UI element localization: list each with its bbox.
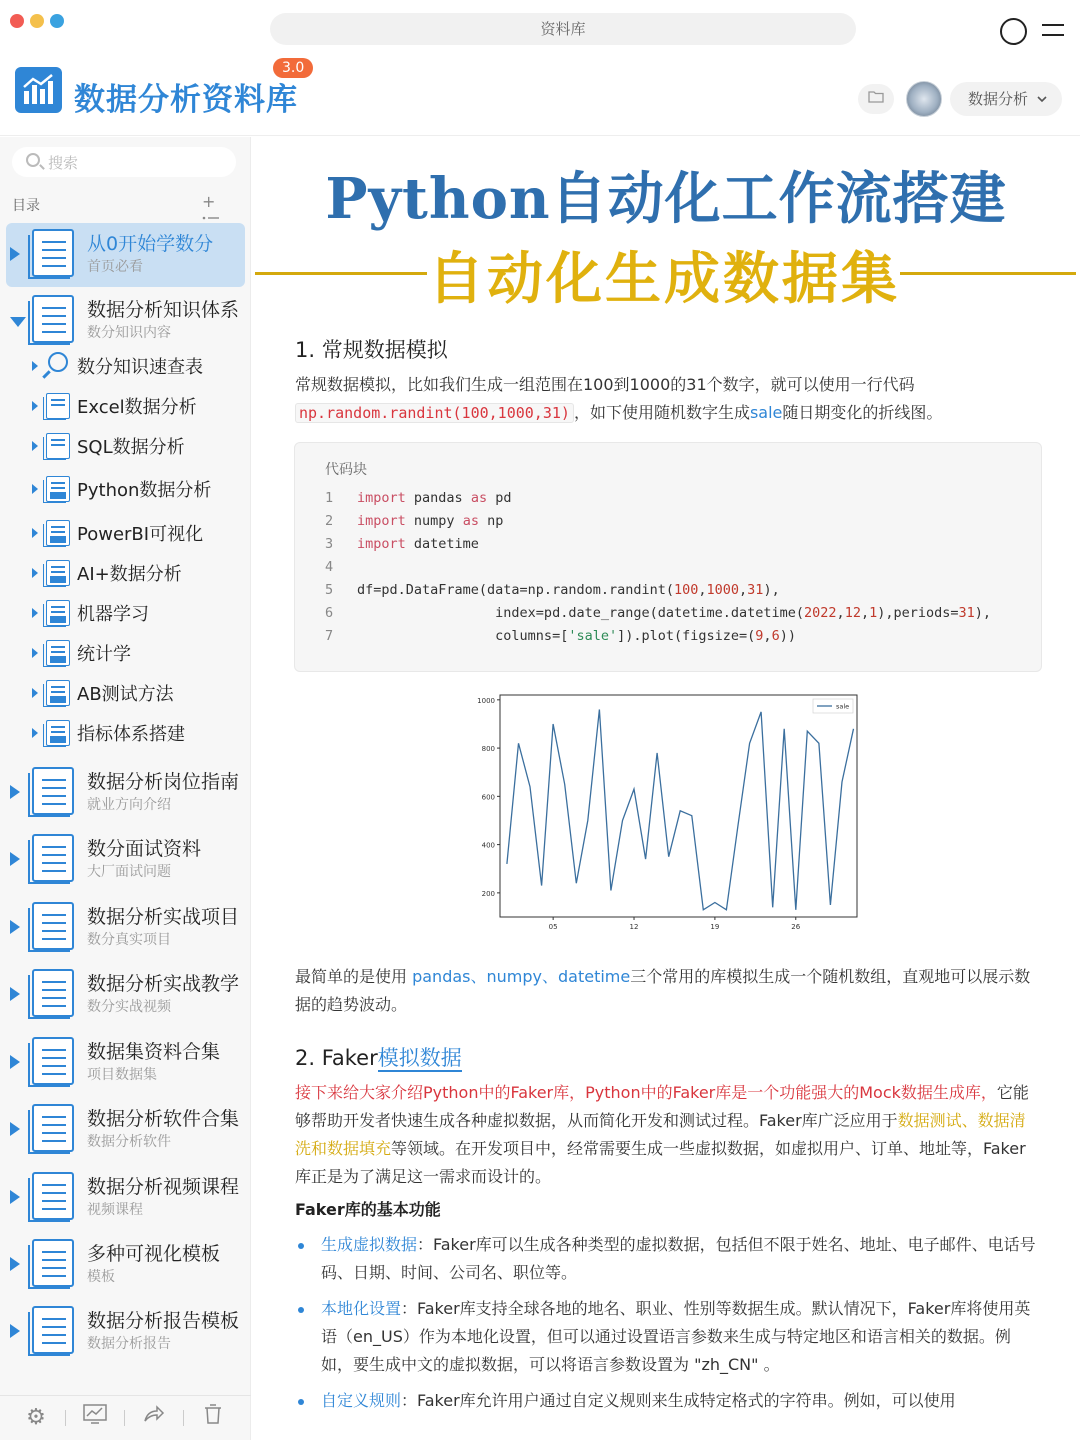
document-icon (32, 1104, 74, 1152)
toc-label: 目录 (12, 198, 40, 214)
expand-arrow-icon[interactable] (32, 568, 38, 578)
sidebar-item-video-courses[interactable] (0, 1166, 251, 1230)
sidebar-item-title: 数据集资料合集 (87, 1041, 221, 1063)
paragraph: 最简单的是使用 pandas、numpy、datetime三个常用的库模拟生成一个随机数组，直观地可以展示数据的趋势波动。 (295, 967, 1031, 1014)
menu-icon[interactable] (1042, 24, 1064, 40)
app-title: 数据分析资料库 (74, 82, 298, 118)
title-decoration-line (255, 272, 427, 275)
sidebar-subitem-ab-test[interactable] (0, 675, 251, 711)
sidebar-item-subtitle: 大厂面试问题 (87, 864, 171, 880)
subheading: Faker库的基本功能 (295, 1200, 441, 1219)
sidebar-subitem-ai[interactable] (0, 555, 251, 591)
ab-test-doc-icon (46, 680, 70, 706)
paragraph: 常规数据模拟，比如我们生成一组范围在100到1000的31个数字，就可以使用一行代码 np.random.randint(100,1000,31) ，如下使用随机数字生成sale随日期变化的折线图。 (295, 375, 943, 422)
document-icon (32, 969, 74, 1017)
sidebar-item-title: 数据分析实战教学 (87, 973, 240, 995)
share-icon[interactable] (140, 1404, 168, 1432)
expand-arrow-icon[interactable] (10, 247, 20, 261)
magnifier-icon (48, 352, 68, 372)
expand-arrow-icon[interactable] (32, 728, 38, 738)
sidebar-item-title: 数据分析实战项目 (87, 906, 240, 928)
search-icon (26, 153, 40, 167)
sidebar-subitem-title: 数分知识速查表 (77, 357, 203, 378)
window-title: 资料库 (270, 13, 856, 45)
sidebar-subitem-stats[interactable] (0, 635, 251, 671)
document-icon (32, 1239, 74, 1287)
document-icon (32, 902, 74, 950)
sidebar-subitem-title: PowerBI可视化 (77, 524, 204, 545)
sidebar-item-title: 数据分析岗位指南 (87, 771, 240, 793)
expand-arrow-icon[interactable] (32, 401, 38, 411)
ml-doc-icon (46, 600, 70, 626)
line-chart (470, 687, 860, 937)
sidebar-item-subtitle: 数分知识内容 (87, 325, 171, 341)
document-icon (32, 834, 74, 882)
y-tick-label: 600 (481, 793, 495, 802)
sidebar-subitem-powerbi[interactable] (0, 515, 251, 551)
minimize-window-button[interactable] (30, 14, 44, 28)
avatar[interactable] (906, 81, 942, 117)
search-placeholder: 搜索 (48, 154, 79, 172)
sql-doc-icon (46, 433, 70, 459)
sidebar-item-subtitle: 视频课程 (87, 1202, 143, 1218)
maximize-window-button[interactable] (50, 14, 64, 28)
code-line: 6 index=pd.date_range(datetime.datetime(2022,12,1),periods=31), (325, 602, 991, 625)
sidebar-subitem-title: Python数据分析 (77, 480, 212, 501)
expand-arrow-icon[interactable] (10, 1324, 20, 1338)
line-number: 5 (325, 582, 334, 598)
sidebar-item-subtitle: 首页必看 (87, 259, 143, 275)
sidebar-item-datasets[interactable] (0, 1031, 251, 1095)
list-item: 自定义规则：Faker库允许用户通过自定义规则来生成特定格式的字符串。例如，可以使用 (295, 1387, 1040, 1415)
expand-arrow-icon[interactable] (32, 528, 38, 538)
sidebar-subitem-title: SQL数据分析 (77, 437, 185, 458)
expand-arrow-icon[interactable] (10, 1257, 20, 1271)
expand-arrow-icon[interactable] (10, 1190, 20, 1204)
ai-doc-icon (46, 560, 70, 586)
article-title-line2-wrap (252, 235, 1080, 311)
code-block-label: 代码块 (325, 462, 367, 478)
line-number: 1 (325, 490, 334, 506)
article-title-line1: Python自动化工作流搭建 (325, 166, 1007, 232)
sidebar-item-start-here[interactable] (6, 223, 245, 287)
expand-arrow-icon[interactable] (10, 920, 20, 934)
y-tick-label: 800 (481, 745, 495, 754)
sidebar-item-title: 数据分析报告模板 (87, 1310, 240, 1332)
expand-arrow-icon[interactable] (10, 785, 20, 799)
sidebar-subitem-title: AB测试方法 (77, 684, 174, 705)
article-title-line2: 自动化生成数据集 (428, 246, 900, 312)
sidebar-item-title: 多种可视化模板 (87, 1243, 221, 1265)
expand-arrow-icon[interactable] (32, 648, 38, 658)
collapse-arrow-icon[interactable] (10, 317, 26, 327)
add-icon[interactable]: + (202, 192, 216, 211)
section-heading: 1. 常规数据模拟 (295, 338, 448, 362)
expand-arrow-icon[interactable] (10, 852, 20, 866)
code-line: 2 import numpy as np (325, 510, 991, 533)
code-block (294, 442, 1042, 672)
sidebar-item-teaching[interactable] (0, 963, 251, 1027)
main-content (252, 137, 1080, 1440)
code-line: 1 import pandas as pd (325, 487, 991, 510)
gear-icon[interactable]: ⚙ (26, 1405, 46, 1430)
document-icon (32, 1037, 74, 1085)
sidebar-item-job-guide[interactable] (0, 761, 251, 825)
sidebar-subitem-cheatsheet[interactable] (0, 348, 251, 384)
inline-code: np.random.randint(100,1000,31) (295, 403, 574, 423)
sidebar-subitem-sql[interactable] (0, 428, 251, 464)
sidebar-item-viz-templates[interactable] (0, 1233, 251, 1297)
sidebar-item-subtitle: 就业方向介绍 (87, 797, 171, 813)
version-badge: 3.0 (273, 58, 313, 78)
chevron-down-icon (1036, 82, 1048, 116)
x-tick-label: 05 (548, 923, 558, 931)
sidebar-item-subtitle: 数据分析软件 (87, 1134, 171, 1150)
expand-arrow-icon[interactable] (32, 608, 38, 618)
sidebar-subitem-title: Excel数据分析 (77, 397, 197, 418)
document-icon (32, 295, 74, 343)
workspace-label: 数据分析 (968, 90, 1029, 108)
document-icon (32, 229, 74, 277)
sidebar-item-subtitle: 模板 (87, 1269, 115, 1285)
folder-icon[interactable] (858, 84, 894, 114)
line-number: 3 (325, 536, 334, 552)
sidebar-item-interview[interactable] (0, 828, 251, 892)
powerbi-doc-icon (46, 520, 70, 546)
sidebar (0, 137, 251, 1440)
sidebar-item-software[interactable] (0, 1098, 251, 1162)
section-heading: 2. Faker模拟数据 (295, 1046, 462, 1070)
sidebar-item-title: 从0开始学数分 (87, 233, 214, 255)
sidebar-bottom-toolbar (0, 1395, 251, 1440)
stats-doc-icon (46, 640, 70, 666)
bar-chart-logo-icon (15, 67, 62, 113)
y-tick-label: 400 (481, 841, 495, 850)
code-line (325, 556, 991, 579)
expand-arrow-icon[interactable] (32, 688, 38, 698)
code-line: 3 import datetime (325, 533, 991, 556)
window-controls (10, 14, 64, 28)
sidebar-item-title: 数据分析软件合集 (87, 1108, 240, 1130)
sidebar-subitem-ml[interactable] (0, 595, 251, 631)
line-number: 6 (325, 605, 334, 621)
sidebar-subitem-title: 机器学习 (77, 604, 149, 625)
document-icon (32, 767, 74, 815)
title-bar (0, 0, 1080, 60)
chart-icon[interactable] (81, 1404, 109, 1432)
trash-icon[interactable] (199, 1404, 227, 1432)
sidebar-subitem-title: 指标体系搭建 (77, 724, 185, 745)
sidebar-item-subtitle: 数分真实项目 (87, 932, 171, 948)
sidebar-item-title: 数分面试资料 (87, 838, 202, 860)
python-doc-icon (46, 476, 70, 502)
x-tick-label: 26 (791, 923, 801, 931)
app-header (0, 60, 1080, 136)
sidebar-item-projects[interactable] (0, 896, 251, 960)
legend-label: sale (836, 702, 850, 711)
expand-arrow-icon[interactable] (32, 484, 38, 494)
excel-doc-icon (46, 393, 70, 419)
line-number: 2 (325, 513, 334, 529)
line-number: 4 (325, 559, 334, 575)
code-line: 5 df=pd.DataFrame(data=np.random.randint(100,1000,31), (325, 579, 991, 602)
line-number: 7 (325, 628, 334, 644)
document-icon (32, 1172, 74, 1220)
sidebar-item-title: 数据分析知识体系 (87, 299, 240, 321)
paragraph: 接下来给大家介绍Python中的Faker库，Python中的Faker库是一个功能强大的Mock数据生成库，它能够帮助开发者快速生成各种虚拟数据，从而简化开发和测试过程。Faker库广泛应用于数据测试、数据清洗和数据填充等领域。在开发项目中，经常需要生成一些虚拟数据，如虚拟用户、订单、地址等，Faker库正是为了满足这一需求而设计的。 (295, 1083, 1029, 1186)
sidebar-item-knowledge-system[interactable] (0, 289, 251, 353)
sidebar-item-title: 数据分析视频课程 (87, 1176, 240, 1198)
sidebar-item-subtitle: 项目数据集 (87, 1067, 157, 1083)
title-decoration-line (900, 272, 1076, 275)
sidebar-subitem-title: 统计学 (77, 644, 131, 665)
sidebar-subitem-metrics[interactable] (0, 715, 251, 751)
code-line: 7 columns=['sale']).plot(figsize=(9,6)) (325, 625, 991, 648)
search-input[interactable] (12, 147, 236, 177)
code-lines (325, 487, 991, 648)
y-tick-label: 1000 (477, 696, 495, 705)
expand-arrow-icon[interactable] (10, 987, 20, 1001)
sidebar-subitem-title: AI+数据分析 (77, 564, 182, 585)
sidebar-subitem-python[interactable] (0, 471, 251, 507)
sidebar-subitem-excel[interactable] (0, 388, 251, 424)
expand-arrow-icon[interactable] (10, 1122, 20, 1136)
x-tick-label: 19 (710, 923, 720, 931)
document-icon (32, 1306, 74, 1354)
metrics-doc-icon (46, 720, 70, 746)
sidebar-item-report-templates[interactable] (0, 1300, 251, 1364)
list-item: 本地化设置：Faker库支持全球各地的地名、职业、性别等数据生成。默认情况下，Faker库将使用英语（en_US）作为本地化设置，但可以通过设置语言参数来生成与特定地区和语言相关的数据。例如，要生成中文的虚拟数据，可以将语言参数设置为 "zh_CN" 。 (295, 1295, 1040, 1379)
close-window-button[interactable] (10, 14, 24, 28)
sidebar-item-subtitle: 数分实战视频 (87, 999, 171, 1015)
list-item: 生成虚拟数据：Faker库可以生成各种类型的虚拟数据，包括但不限于姓名、地址、电子邮件、电话号码、日期、时间、公司名、职位等。 (295, 1231, 1040, 1287)
expand-arrow-icon[interactable] (32, 361, 38, 371)
expand-arrow-icon[interactable] (10, 1055, 20, 1069)
expand-arrow-icon[interactable] (32, 441, 38, 451)
workspace-dropdown[interactable] (950, 82, 1062, 116)
circle-icon[interactable] (1000, 18, 1027, 45)
x-tick-label: 12 (629, 923, 639, 931)
feature-list (295, 1231, 1040, 1423)
y-tick-label: 200 (481, 889, 495, 898)
sidebar-item-subtitle: 数据分析报告 (87, 1336, 171, 1352)
